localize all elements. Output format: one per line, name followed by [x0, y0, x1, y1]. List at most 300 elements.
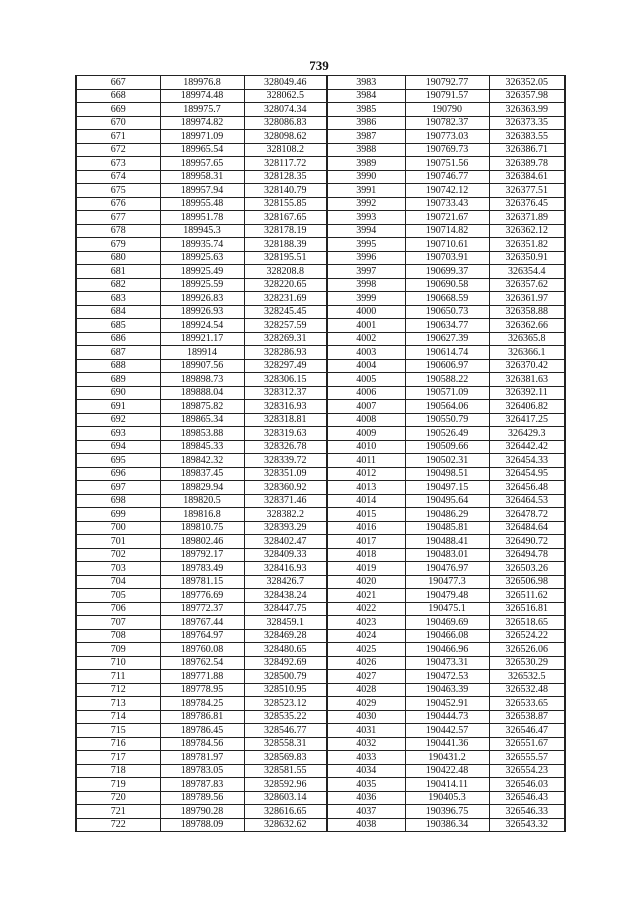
right-point-number: 3997	[327, 265, 405, 279]
left-y-coordinate: 328402.47	[244, 535, 327, 549]
table-row	[76, 751, 565, 765]
right-point-number: 3985	[327, 103, 405, 117]
right-point-number: 3984	[327, 89, 405, 103]
left-x-coordinate: 189965.54	[160, 143, 244, 157]
left-x-coordinate: 189760.08	[160, 643, 244, 657]
left-point-number: 671	[76, 130, 160, 144]
left-y-coordinate: 328382.2	[244, 508, 327, 522]
right-y-coordinate: 326490.72	[489, 535, 565, 549]
left-x-coordinate: 189925.59	[160, 278, 244, 292]
left-x-coordinate: 189957.94	[160, 184, 244, 198]
left-y-coordinate: 328510.95	[244, 683, 327, 697]
right-point-number: 3989	[327, 157, 405, 171]
right-x-coordinate: 190396.75	[405, 805, 489, 819]
left-y-coordinate: 328195.51	[244, 251, 327, 265]
table-row	[76, 211, 565, 225]
right-y-coordinate: 326384.61	[489, 170, 565, 184]
table-row	[76, 562, 565, 576]
table-row	[76, 791, 565, 805]
right-y-coordinate: 326352.05	[489, 76, 565, 90]
table-row	[76, 76, 565, 90]
right-point-number: 3999	[327, 292, 405, 306]
right-y-coordinate: 326546.47	[489, 724, 565, 738]
right-y-coordinate: 326551.67	[489, 737, 565, 751]
right-y-coordinate: 326429.3	[489, 427, 565, 441]
left-point-number: 701	[76, 535, 160, 549]
left-x-coordinate: 189926.93	[160, 305, 244, 319]
table-row	[76, 224, 565, 238]
table-row	[76, 386, 565, 400]
right-point-number: 3988	[327, 143, 405, 157]
left-x-coordinate: 189764.97	[160, 629, 244, 643]
right-x-coordinate: 190422.48	[405, 764, 489, 778]
left-point-number: 717	[76, 751, 160, 765]
right-x-coordinate: 190444.73	[405, 710, 489, 724]
right-y-coordinate: 326478.72	[489, 508, 565, 522]
left-point-number: 688	[76, 359, 160, 373]
left-point-number: 691	[76, 400, 160, 414]
table-row	[76, 319, 565, 333]
right-point-number: 3998	[327, 278, 405, 292]
right-x-coordinate: 190502.31	[405, 454, 489, 468]
left-x-coordinate: 189837.45	[160, 467, 244, 481]
left-y-coordinate: 328318.81	[244, 413, 327, 427]
right-y-coordinate: 326363.99	[489, 103, 565, 117]
right-point-number: 4018	[327, 548, 405, 562]
right-x-coordinate: 190463.39	[405, 683, 489, 697]
right-x-coordinate: 190486.29	[405, 508, 489, 522]
left-y-coordinate: 328140.79	[244, 184, 327, 198]
left-point-number: 672	[76, 143, 160, 157]
left-x-coordinate: 189974.48	[160, 89, 244, 103]
left-x-coordinate: 189767.44	[160, 616, 244, 630]
left-point-number: 714	[76, 710, 160, 724]
right-y-coordinate: 326454.95	[489, 467, 565, 481]
left-x-coordinate: 189762.54	[160, 656, 244, 670]
right-x-coordinate: 190614.74	[405, 346, 489, 360]
right-x-coordinate: 190790	[405, 103, 489, 117]
right-x-coordinate: 190550.79	[405, 413, 489, 427]
right-x-coordinate: 190742.12	[405, 184, 489, 198]
left-point-number: 703	[76, 562, 160, 576]
left-x-coordinate: 189925.63	[160, 251, 244, 265]
left-point-number: 702	[76, 548, 160, 562]
right-point-number: 4032	[327, 737, 405, 751]
right-y-coordinate: 326373.35	[489, 116, 565, 130]
left-x-coordinate: 189810.75	[160, 521, 244, 535]
right-point-number: 4003	[327, 346, 405, 360]
right-point-number: 3983	[327, 76, 405, 90]
right-y-coordinate: 326406.82	[489, 400, 565, 414]
right-x-coordinate: 190690.58	[405, 278, 489, 292]
right-x-coordinate: 190475.1	[405, 602, 489, 616]
right-point-number: 4022	[327, 602, 405, 616]
table-row	[76, 440, 565, 454]
left-point-number: 683	[76, 292, 160, 306]
right-point-number: 3994	[327, 224, 405, 238]
left-x-coordinate: 189926.83	[160, 292, 244, 306]
right-y-coordinate: 326516.81	[489, 602, 565, 616]
right-y-coordinate: 326503.26	[489, 562, 565, 576]
left-y-coordinate: 328360.92	[244, 481, 327, 495]
left-x-coordinate: 189955.48	[160, 197, 244, 211]
right-x-coordinate: 190442.57	[405, 724, 489, 738]
table-row	[76, 764, 565, 778]
left-point-number: 669	[76, 103, 160, 117]
right-y-coordinate: 326532.48	[489, 683, 565, 697]
table-row	[76, 467, 565, 481]
left-point-number: 712	[76, 683, 160, 697]
right-point-number: 4014	[327, 494, 405, 508]
left-point-number: 694	[76, 440, 160, 454]
left-x-coordinate: 189945.3	[160, 224, 244, 238]
table-row	[76, 238, 565, 252]
left-x-coordinate: 189951.78	[160, 211, 244, 225]
right-point-number: 3987	[327, 130, 405, 144]
right-point-number: 3993	[327, 211, 405, 225]
table-row	[76, 305, 565, 319]
right-y-coordinate: 326546.33	[489, 805, 565, 819]
table-row	[76, 683, 565, 697]
right-x-coordinate: 190476.97	[405, 562, 489, 576]
right-x-coordinate: 190509.66	[405, 440, 489, 454]
right-point-number: 4013	[327, 481, 405, 495]
right-point-number: 4006	[327, 386, 405, 400]
left-x-coordinate: 189789.56	[160, 791, 244, 805]
right-x-coordinate: 190414.11	[405, 778, 489, 792]
table-row	[76, 575, 565, 589]
right-point-number: 3986	[327, 116, 405, 130]
left-y-coordinate: 328297.49	[244, 359, 327, 373]
right-x-coordinate: 190606.97	[405, 359, 489, 373]
left-y-coordinate: 328231.69	[244, 292, 327, 306]
right-point-number: 4019	[327, 562, 405, 576]
table-row	[76, 103, 565, 117]
left-point-number: 710	[76, 656, 160, 670]
left-x-coordinate: 189842.32	[160, 454, 244, 468]
right-x-coordinate: 190479.48	[405, 589, 489, 603]
table-row	[76, 724, 565, 738]
table-row	[76, 481, 565, 495]
right-y-coordinate: 326506.98	[489, 575, 565, 589]
left-x-coordinate: 189924.54	[160, 319, 244, 333]
right-y-coordinate: 326526.06	[489, 643, 565, 657]
left-x-coordinate: 189974.82	[160, 116, 244, 130]
left-point-number: 721	[76, 805, 160, 819]
left-point-number: 686	[76, 332, 160, 346]
right-x-coordinate: 190431.2	[405, 751, 489, 765]
left-x-coordinate: 189778.95	[160, 683, 244, 697]
left-y-coordinate: 328306.15	[244, 373, 327, 387]
left-point-number: 696	[76, 467, 160, 481]
table-row	[76, 427, 565, 441]
left-y-coordinate: 328312.37	[244, 386, 327, 400]
table-row	[76, 116, 565, 130]
left-point-number: 715	[76, 724, 160, 738]
right-point-number: 4030	[327, 710, 405, 724]
table-row	[76, 170, 565, 184]
table-row	[76, 643, 565, 657]
table-row	[76, 130, 565, 144]
right-x-coordinate: 190710.61	[405, 238, 489, 252]
right-x-coordinate: 190472.53	[405, 670, 489, 684]
left-x-coordinate: 189914	[160, 346, 244, 360]
right-y-coordinate: 326442.42	[489, 440, 565, 454]
table-row	[76, 737, 565, 751]
left-y-coordinate: 328492.69	[244, 656, 327, 670]
right-x-coordinate: 190405.3	[405, 791, 489, 805]
table-row	[76, 602, 565, 616]
right-x-coordinate: 190466.08	[405, 629, 489, 643]
right-y-coordinate: 326362.66	[489, 319, 565, 333]
left-y-coordinate: 328523.12	[244, 697, 327, 711]
left-point-number: 689	[76, 373, 160, 387]
right-y-coordinate: 326354.4	[489, 265, 565, 279]
table-row	[76, 805, 565, 819]
right-point-number: 4002	[327, 332, 405, 346]
right-y-coordinate: 326376.45	[489, 197, 565, 211]
left-point-number: 676	[76, 197, 160, 211]
right-point-number: 4020	[327, 575, 405, 589]
left-x-coordinate: 189787.83	[160, 778, 244, 792]
right-y-coordinate: 326358.88	[489, 305, 565, 319]
right-x-coordinate: 190769.73	[405, 143, 489, 157]
table-row	[76, 778, 565, 792]
table-row	[76, 521, 565, 535]
left-point-number: 693	[76, 427, 160, 441]
right-x-coordinate: 190483.01	[405, 548, 489, 562]
right-x-coordinate: 190452.91	[405, 697, 489, 711]
table-row	[76, 548, 565, 562]
left-x-coordinate: 189772.37	[160, 602, 244, 616]
left-x-coordinate: 189898.73	[160, 373, 244, 387]
left-point-number: 719	[76, 778, 160, 792]
right-y-coordinate: 326464.53	[489, 494, 565, 508]
right-x-coordinate: 190733.43	[405, 197, 489, 211]
right-y-coordinate: 326362.12	[489, 224, 565, 238]
left-x-coordinate: 189921.17	[160, 332, 244, 346]
right-point-number: 4017	[327, 535, 405, 549]
right-y-coordinate: 326511.62	[489, 589, 565, 603]
left-x-coordinate: 189976.8	[160, 76, 244, 90]
right-y-coordinate: 326351.82	[489, 238, 565, 252]
left-y-coordinate: 328086.83	[244, 116, 327, 130]
table-row	[76, 413, 565, 427]
left-point-number: 678	[76, 224, 160, 238]
right-x-coordinate: 190627.39	[405, 332, 489, 346]
right-y-coordinate: 326357.62	[489, 278, 565, 292]
left-y-coordinate: 328326.78	[244, 440, 327, 454]
left-y-coordinate: 328117.72	[244, 157, 327, 171]
right-x-coordinate: 190571.09	[405, 386, 489, 400]
left-y-coordinate: 328128.35	[244, 170, 327, 184]
right-x-coordinate: 190564.06	[405, 400, 489, 414]
left-x-coordinate: 189790.28	[160, 805, 244, 819]
right-y-coordinate: 326524.22	[489, 629, 565, 643]
left-y-coordinate: 328558.31	[244, 737, 327, 751]
right-point-number: 4004	[327, 359, 405, 373]
left-point-number: 700	[76, 521, 160, 535]
right-point-number: 4005	[327, 373, 405, 387]
right-x-coordinate: 190703.91	[405, 251, 489, 265]
left-x-coordinate: 189958.31	[160, 170, 244, 184]
right-point-number: 4024	[327, 629, 405, 643]
right-y-coordinate: 326530.29	[489, 656, 565, 670]
right-point-number: 4010	[327, 440, 405, 454]
right-y-coordinate: 326533.65	[489, 697, 565, 711]
right-x-coordinate: 190495.64	[405, 494, 489, 508]
coordinates-table	[75, 75, 566, 832]
right-x-coordinate: 190699.37	[405, 265, 489, 279]
right-y-coordinate: 326538.87	[489, 710, 565, 724]
left-point-number: 687	[76, 346, 160, 360]
left-y-coordinate: 328245.45	[244, 305, 327, 319]
right-point-number: 4034	[327, 764, 405, 778]
left-y-coordinate: 328416.93	[244, 562, 327, 576]
left-y-coordinate: 328155.85	[244, 197, 327, 211]
right-x-coordinate: 190488.41	[405, 535, 489, 549]
left-y-coordinate: 328062.5	[244, 89, 327, 103]
left-x-coordinate: 189907.56	[160, 359, 244, 373]
table-row	[76, 454, 565, 468]
right-y-coordinate: 326366.1	[489, 346, 565, 360]
left-x-coordinate: 189971.09	[160, 130, 244, 144]
left-point-number: 682	[76, 278, 160, 292]
left-y-coordinate: 328480.65	[244, 643, 327, 657]
left-x-coordinate: 189781.97	[160, 751, 244, 765]
left-y-coordinate: 328438.24	[244, 589, 327, 603]
right-y-coordinate: 326484.64	[489, 521, 565, 535]
right-point-number: 4026	[327, 656, 405, 670]
table-row	[76, 157, 565, 171]
left-y-coordinate: 328469.28	[244, 629, 327, 643]
left-point-number: 720	[76, 791, 160, 805]
left-x-coordinate: 189776.69	[160, 589, 244, 603]
left-y-coordinate: 328371.46	[244, 494, 327, 508]
right-y-coordinate: 326554.23	[489, 764, 565, 778]
right-x-coordinate: 190485.81	[405, 521, 489, 535]
left-point-number: 690	[76, 386, 160, 400]
right-point-number: 4037	[327, 805, 405, 819]
right-y-coordinate: 326383.55	[489, 130, 565, 144]
left-point-number: 716	[76, 737, 160, 751]
right-y-coordinate: 326417.25	[489, 413, 565, 427]
right-point-number: 3991	[327, 184, 405, 198]
right-y-coordinate: 326371.89	[489, 211, 565, 225]
table-row	[76, 697, 565, 711]
left-y-coordinate: 328500.79	[244, 670, 327, 684]
right-y-coordinate: 326456.48	[489, 481, 565, 495]
right-y-coordinate: 326546.43	[489, 791, 565, 805]
left-point-number: 680	[76, 251, 160, 265]
left-point-number: 673	[76, 157, 160, 171]
left-point-number: 722	[76, 818, 160, 832]
table-row	[76, 184, 565, 198]
left-y-coordinate: 328393.29	[244, 521, 327, 535]
left-x-coordinate: 189957.65	[160, 157, 244, 171]
right-x-coordinate: 190469.69	[405, 616, 489, 630]
left-point-number: 705	[76, 589, 160, 603]
table-row	[76, 818, 565, 832]
right-y-coordinate: 326350.91	[489, 251, 565, 265]
left-y-coordinate: 328220.65	[244, 278, 327, 292]
right-x-coordinate: 190751.56	[405, 157, 489, 171]
table-row	[76, 332, 565, 346]
right-point-number: 4007	[327, 400, 405, 414]
right-y-coordinate: 326377.51	[489, 184, 565, 198]
right-x-coordinate: 190477.3	[405, 575, 489, 589]
right-x-coordinate: 190466.96	[405, 643, 489, 657]
right-point-number: 4023	[327, 616, 405, 630]
right-x-coordinate: 190473.31	[405, 656, 489, 670]
right-point-number: 4036	[327, 791, 405, 805]
left-point-number: 685	[76, 319, 160, 333]
table-row	[76, 143, 565, 157]
right-point-number: 3990	[327, 170, 405, 184]
left-point-number: 667	[76, 76, 160, 90]
left-x-coordinate: 189816.8	[160, 508, 244, 522]
right-point-number: 4038	[327, 818, 405, 832]
left-y-coordinate: 328581.55	[244, 764, 327, 778]
right-x-coordinate: 190441.36	[405, 737, 489, 751]
table-row	[76, 656, 565, 670]
left-y-coordinate: 328459.1	[244, 616, 327, 630]
left-y-coordinate: 328535.22	[244, 710, 327, 724]
left-y-coordinate: 328319.63	[244, 427, 327, 441]
right-x-coordinate: 190714.82	[405, 224, 489, 238]
left-point-number: 674	[76, 170, 160, 184]
right-x-coordinate: 190498.51	[405, 467, 489, 481]
left-point-number: 713	[76, 697, 160, 711]
left-y-coordinate: 328409.33	[244, 548, 327, 562]
left-y-coordinate: 328108.2	[244, 143, 327, 157]
right-point-number: 4035	[327, 778, 405, 792]
left-y-coordinate: 328269.31	[244, 332, 327, 346]
left-x-coordinate: 189783.49	[160, 562, 244, 576]
right-x-coordinate: 190782.37	[405, 116, 489, 130]
right-point-number: 4025	[327, 643, 405, 657]
right-point-number: 4031	[327, 724, 405, 738]
left-point-number: 695	[76, 454, 160, 468]
right-x-coordinate: 190634.77	[405, 319, 489, 333]
right-point-number: 4012	[327, 467, 405, 481]
table-row	[76, 535, 565, 549]
right-x-coordinate: 190746.77	[405, 170, 489, 184]
right-y-coordinate: 326361.97	[489, 292, 565, 306]
right-y-coordinate: 326546.03	[489, 778, 565, 792]
table-row	[76, 710, 565, 724]
left-x-coordinate: 189975.7	[160, 103, 244, 117]
left-x-coordinate: 189935.74	[160, 238, 244, 252]
table-row	[76, 265, 565, 279]
right-x-coordinate: 190791.57	[405, 89, 489, 103]
right-point-number: 3995	[327, 238, 405, 252]
left-y-coordinate: 328208.8	[244, 265, 327, 279]
left-point-number: 675	[76, 184, 160, 198]
right-point-number: 4029	[327, 697, 405, 711]
left-x-coordinate: 189845.33	[160, 440, 244, 454]
left-x-coordinate: 189792.17	[160, 548, 244, 562]
right-point-number: 4001	[327, 319, 405, 333]
table-row	[76, 278, 565, 292]
left-point-number: 718	[76, 764, 160, 778]
table-row	[76, 616, 565, 630]
right-point-number: 4033	[327, 751, 405, 765]
left-x-coordinate: 189788.09	[160, 818, 244, 832]
table-row	[76, 373, 565, 387]
right-point-number: 4011	[327, 454, 405, 468]
left-x-coordinate: 189786.45	[160, 724, 244, 738]
